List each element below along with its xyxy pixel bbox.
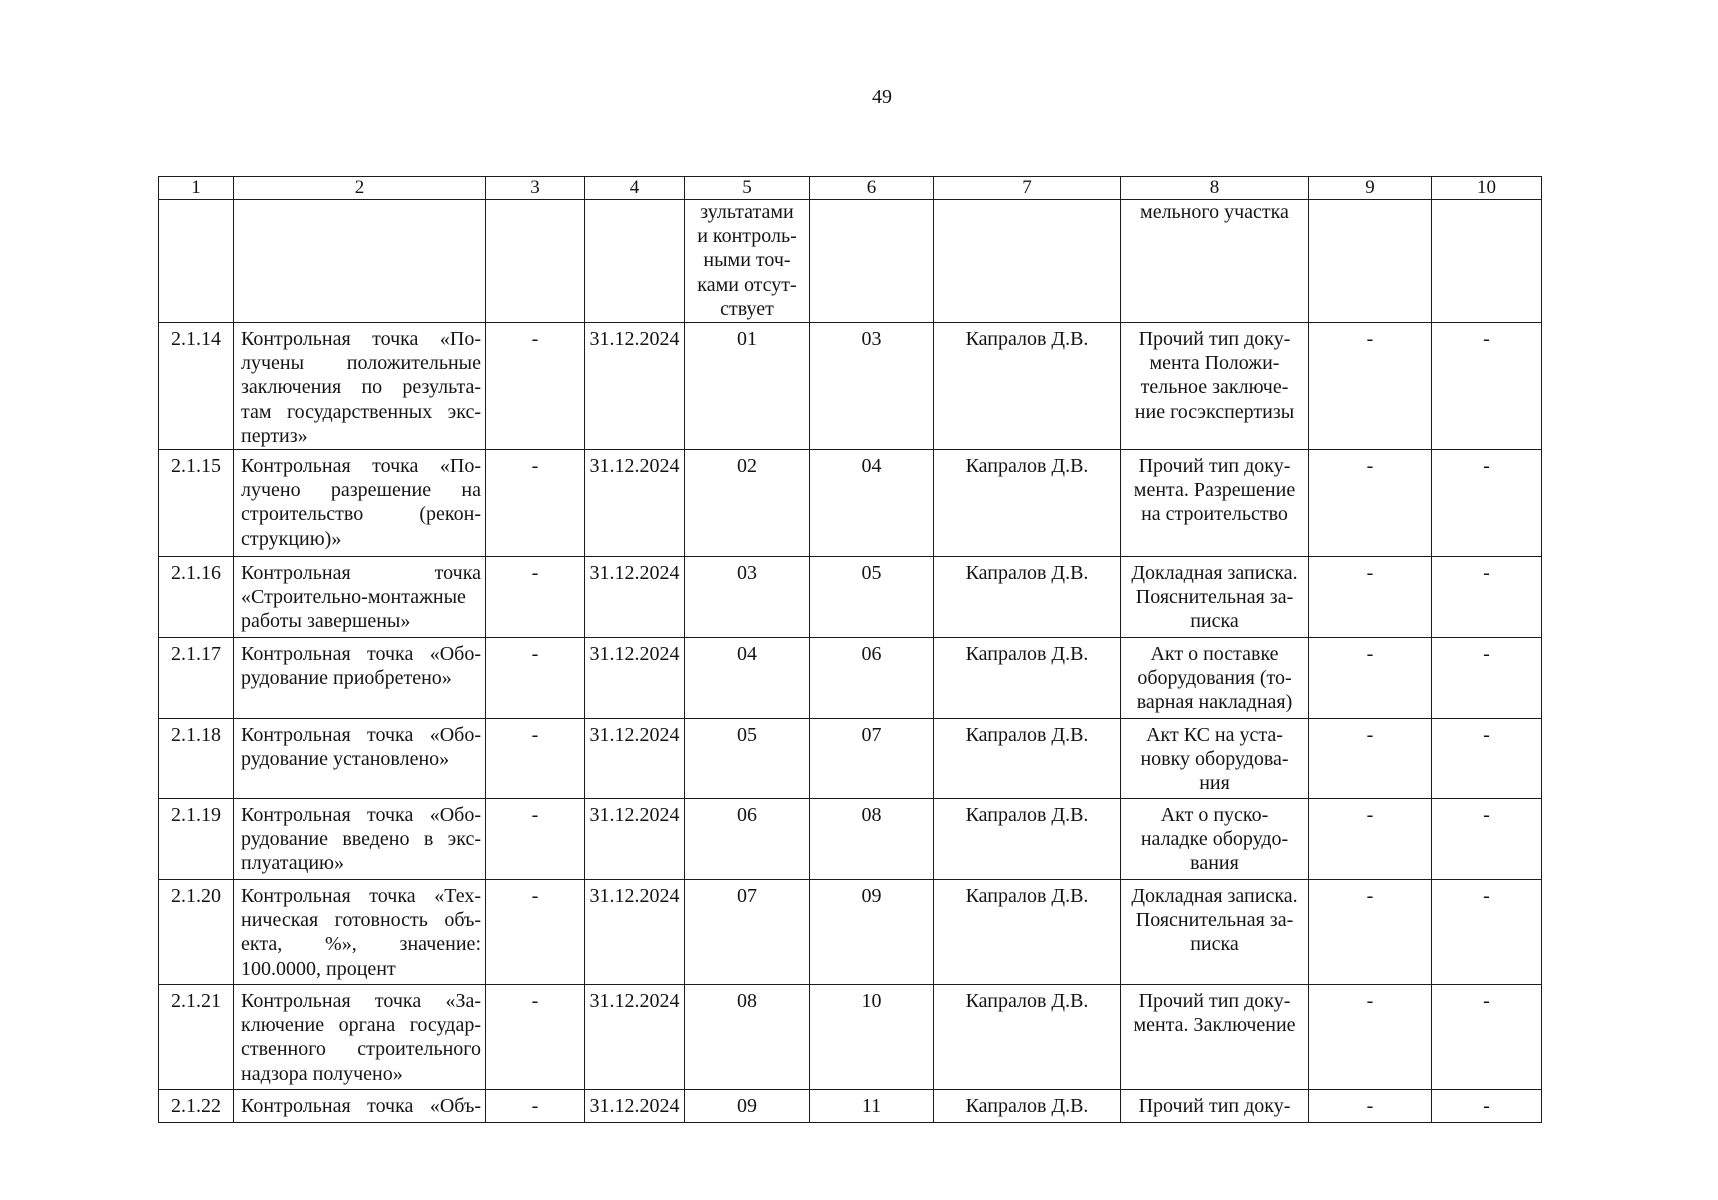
item-name-cell [234,200,486,323]
document-cell [1121,638,1309,719]
document-cell [1121,799,1309,880]
responsible-cell: Капралов Д.В. [934,1090,1121,1123]
text-line: Прочий тип доку- [1138,455,1291,477]
date-cell: 31.12.2024 [585,450,685,557]
text-line: рудование введено в экс- [241,828,481,851]
control-points-table [158,176,1542,1123]
text-line: Пояснительная за- [1135,909,1294,932]
column-10-cell: - [1432,638,1542,719]
column-5-cell: 05 [685,719,810,799]
continuation-row [159,200,1542,323]
document-cell [1121,719,1309,799]
text-line: оборудования (то- [1137,667,1292,690]
item-number-cell: 2.1.14 [159,323,234,450]
document-cell [1121,880,1309,985]
text-line: вания [1190,852,1239,875]
text-line: писка [1190,933,1239,956]
item-number-cell: 2.1.16 [159,557,234,638]
item-name-cell [234,719,486,799]
column-5-cell: 06 [685,799,810,880]
header-cell-9: 9 [1309,177,1432,200]
date-cell: 31.12.2024 [585,557,685,638]
responsible-cell: Капралов Д.В. [934,323,1121,450]
item-name-cell [234,985,486,1090]
text-line: наладке оборудо- [1140,828,1289,851]
text-line: ние госэкспертизы [1134,400,1295,423]
column-9-cell: - [1309,985,1432,1090]
column-10-cell: - [1432,719,1542,799]
column-6-cell: 05 [810,557,934,638]
column-9-cell: - [1309,719,1432,799]
header-row [159,177,1542,200]
table-row [159,638,1542,719]
document-cell [1121,985,1309,1090]
column-5-cell: 03 [685,557,810,638]
text-line: на строительство [1141,503,1288,526]
header-cell-8: 8 [1121,177,1309,200]
text-line: заключения по результа- [241,376,481,399]
column-3-cell [486,200,585,323]
table-row [159,880,1542,985]
text-line: работы завершены» [241,610,411,633]
item-name-cell [234,1090,486,1123]
column-6-cell: 09 [810,880,934,985]
date-cell: 31.12.2024 [585,799,685,880]
table-row [159,1090,1542,1123]
column-10-cell: - [1432,799,1542,880]
text-line: Докладная записка. [1131,562,1298,584]
text-line: ническая готовность объ- [241,909,481,932]
date-cell [585,200,685,323]
text-line: «Строительно-монтажные [241,586,466,609]
table-row [159,719,1542,799]
column-6-cell: 08 [810,799,934,880]
column-9-cell: - [1309,1090,1432,1123]
column-9-cell [1309,200,1432,323]
responsible-cell: Капралов Д.В. [934,450,1121,557]
column-5-cell: 07 [685,880,810,985]
responsible-cell [934,200,1121,323]
text-line: варная накладная) [1136,691,1293,714]
column-5-cell: 01 [685,323,810,450]
table-row [159,557,1542,638]
column-6-cell: 10 [810,985,934,1090]
date-cell: 31.12.2024 [585,719,685,799]
column-10-cell: - [1432,450,1542,557]
table-row [159,985,1542,1090]
column-3-cell: - [486,638,585,719]
text-line: надзора получено» [241,1062,403,1085]
document-cell [1121,200,1309,323]
column-10-cell: - [1432,985,1542,1090]
text-line: Контрольная точка «Обо- [241,804,481,826]
text-line: Контрольная точка «Объ- [241,1095,481,1117]
text-line: мельного участка [1140,201,1289,223]
item-number-cell: 2.1.17 [159,638,234,719]
column-6-cell: 07 [810,719,934,799]
text-line: лучены положительные [241,352,481,375]
responsible-cell: Капралов Д.В. [934,719,1121,799]
text-line: ключение органа государ- [241,1014,481,1037]
column-5-cell: 09 [685,1090,810,1123]
table-row [159,799,1542,880]
item-name-cell [234,799,486,880]
text-line: Акт КС на уста- [1146,724,1283,746]
date-cell: 31.12.2024 [585,1090,685,1123]
column-10-cell: - [1432,557,1542,638]
text-line: новку оборудова- [1140,748,1289,771]
text-line: струкцию)» [241,527,342,550]
column-9-cell: - [1309,323,1432,450]
text-line: Контрольная точка «За- [241,990,481,1012]
table-row [159,450,1542,557]
item-number-cell: 2.1.21 [159,985,234,1090]
header-cell-3: 3 [486,177,585,200]
text-line: лучено разрешение на [241,479,481,502]
text-line: Прочий тип доку- [1138,328,1291,350]
responsible-cell: Капралов Д.В. [934,880,1121,985]
text-line: и контроль- [697,225,797,248]
date-cell: 31.12.2024 [585,985,685,1090]
item-number-cell: 2.1.18 [159,719,234,799]
text-line: рудование приобретено» [241,667,452,690]
document-cell [1121,450,1309,557]
text-line: Контрольная точка «По- [241,455,481,477]
item-number-cell: 2.1.22 [159,1090,234,1123]
header-cell-6: 6 [810,177,934,200]
column-9-cell: - [1309,880,1432,985]
text-line: Контрольная точка [241,562,481,584]
column-5-cell: 08 [685,985,810,1090]
column-5-cell [685,200,810,323]
item-name-cell [234,450,486,557]
column-6-cell: 03 [810,323,934,450]
document-cell [1121,557,1309,638]
column-9-cell: - [1309,450,1432,557]
column-10-cell: - [1432,323,1542,450]
header-cell-5: 5 [685,177,810,200]
text-line: ками отсут- [697,273,797,296]
column-3-cell: - [486,880,585,985]
column-3-cell: - [486,799,585,880]
text-line: Прочий тип доку- [1138,1095,1291,1117]
header-cell-10: 10 [1432,177,1542,200]
date-cell: 31.12.2024 [585,880,685,985]
text-line: ствует [720,297,774,320]
column-3-cell: - [486,323,585,450]
column-10-cell: - [1432,1090,1542,1123]
column-5-cell: 02 [685,450,810,557]
responsible-cell: Капралов Д.В. [934,985,1121,1090]
item-number-cell: 2.1.19 [159,799,234,880]
text-line: Прочий тип доку- [1138,990,1291,1012]
text-line: пертиз» [241,424,308,447]
text-line: плуатацию» [241,852,344,875]
column-9-cell: - [1309,638,1432,719]
responsible-cell: Капралов Д.В. [934,557,1121,638]
column-3-cell: - [486,450,585,557]
text-line: ния [1199,772,1230,795]
text-line: строительство (рекон- [241,503,481,526]
header-cell-1: 1 [159,177,234,200]
date-cell: 31.12.2024 [585,323,685,450]
item-number-cell: 2.1.15 [159,450,234,557]
text-line: Акт о пуско- [1160,804,1269,826]
date-cell: 31.12.2024 [585,638,685,719]
column-9-cell: - [1309,799,1432,880]
text-line: зультатами [700,201,794,223]
item-name-cell [234,323,486,450]
column-3-cell: - [486,719,585,799]
text-line: Контрольная точка «По- [241,328,481,350]
column-5-cell: 04 [685,638,810,719]
column-10-cell [1432,200,1542,323]
text-line: ными точ- [703,249,791,272]
column-10-cell: - [1432,880,1542,985]
text-line: Контрольная точка «Обо- [241,643,481,665]
text-line: мента. Заключение [1133,1014,1296,1037]
text-line: Контрольная точка «Обо- [241,724,481,746]
item-number-cell: 2.1.20 [159,880,234,985]
responsible-cell: Капралов Д.В. [934,799,1121,880]
column-9-cell: - [1309,557,1432,638]
text-line: ственного строительного [241,1038,481,1061]
page-number: 49 [872,86,892,108]
text-line: там государственных экс- [241,400,481,423]
text-line: екта, %», значение: [241,933,481,956]
responsible-cell: Капралов Д.В. [934,638,1121,719]
text-line: Акт о поставке [1150,643,1279,665]
text-line: Докладная записка. [1131,885,1298,907]
table-row [159,323,1542,450]
column-6-cell: 04 [810,450,934,557]
text-line: Пояснительная за- [1135,586,1294,609]
column-3-cell: - [486,1090,585,1123]
column-3-cell: - [486,557,585,638]
text-line: мента Положи- [1149,352,1280,375]
text-line: мента. Разрешение [1133,479,1296,502]
item-name-cell [234,638,486,719]
text-line: 100.0000, процент [241,957,396,980]
document-cell [1121,323,1309,450]
column-6-cell: 11 [810,1090,934,1123]
text-line: рудование установлено» [241,748,450,771]
item-name-cell [234,880,486,985]
text-line: Контрольная точка «Тех- [241,885,481,907]
text-line: тельное заключе- [1140,376,1289,399]
header-cell-2: 2 [234,177,486,200]
header-cell-7: 7 [934,177,1121,200]
header-cell-4: 4 [585,177,685,200]
item-number-cell [159,200,234,323]
document-cell [1121,1090,1309,1123]
column-6-cell [810,200,934,323]
item-name-cell [234,557,486,638]
column-6-cell: 06 [810,638,934,719]
text-line: писка [1190,610,1239,633]
column-3-cell: - [486,985,585,1090]
